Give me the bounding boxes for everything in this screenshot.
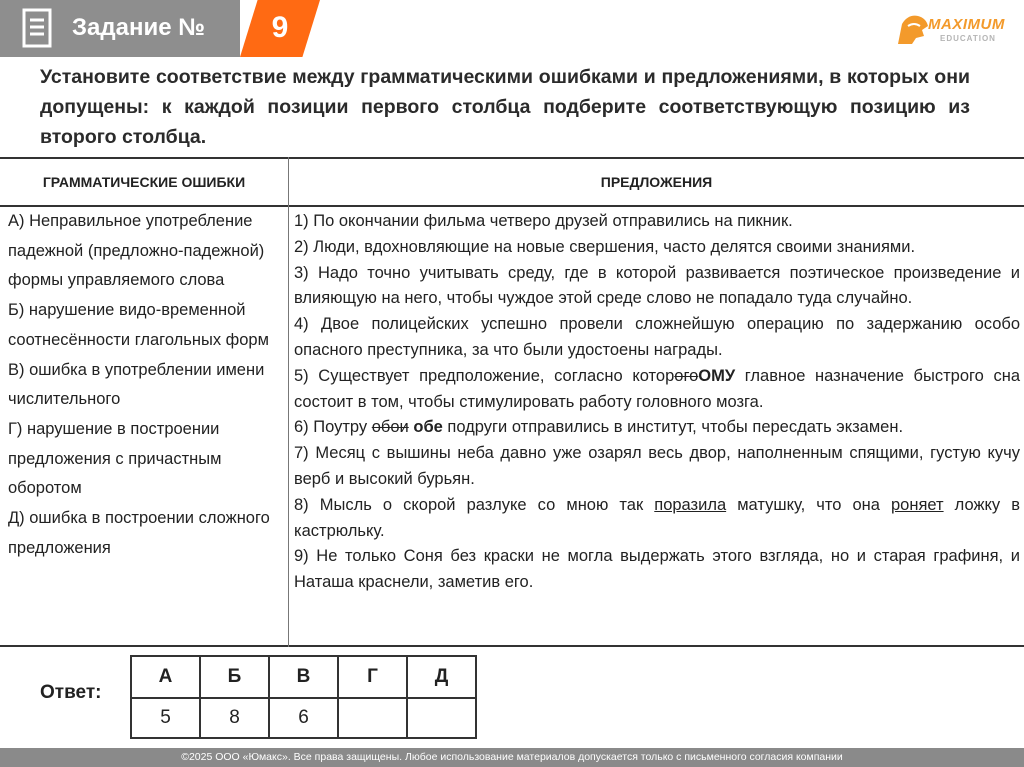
error-item-g: Г) нарушение в построении предложения с причастным оборотом <box>8 419 222 498</box>
brand-logo <box>894 10 1018 50</box>
answer-grid <box>130 655 477 739</box>
answer-cell-d[interactable] <box>407 698 476 738</box>
struck-word: обои <box>371 418 409 437</box>
error-item-d: Д) ошибка в построении сложного предложения <box>8 509 270 557</box>
corrected-word: обе <box>408 418 443 437</box>
answer-letter-b: Б <box>200 656 269 698</box>
task-number: 9 <box>271 11 289 44</box>
sentence-6 <box>294 415 1020 441</box>
sentence-9: 9) Не только Соня без краски не могла выдержать этого взгляда, но и старая графиня, и Наташа краснели, заметив его. <box>294 547 1020 592</box>
logo-text: MAXIMUM <box>928 16 1005 33</box>
answer-cell-g[interactable] <box>338 698 407 738</box>
answer-cell-v[interactable]: 6 <box>269 698 338 738</box>
table-bottom-border <box>0 645 1024 647</box>
answer-cell-b[interactable]: 8 <box>200 698 269 738</box>
sentence-8-end: ложку в кастрюльку. <box>294 495 1020 540</box>
copyright-footer: ©2025 ООО «Юмакс». Все права защищены. Любое использование материалов допускается только с письменного согласия компании <box>0 748 1024 767</box>
error-item-b: Б) нарушение видо-временной соотнесённости глагольных форм <box>8 301 269 349</box>
answer-label: Ответ: <box>40 682 102 703</box>
corrected-ending: ОМУ <box>698 366 736 385</box>
struck-ending: ого <box>674 366 699 385</box>
answer-cell-a[interactable]: 5 <box>131 698 200 738</box>
error-item-v: В) ошибка в употреблении имени числительного <box>8 360 265 409</box>
sentence-5-start: 5) Существует предположение, согласно котор <box>294 366 675 385</box>
column-divider <box>288 157 289 647</box>
errors-column-header: ГРАММАТИЧЕСКИЕ ОШИБКИ <box>42 174 246 190</box>
sentence-6-start: 6) Поутру <box>294 418 372 437</box>
sentence-3: 3) Надо точно учитывать среду, где в которой развивается поэтическое произведение и влияющую на него, чтобы чуждое этой среде слово не попадало туда случайно. <box>294 263 1020 308</box>
sentence-2: 2) Люди, вдохновляющие на новые свершения, часто делятся своими знаниями. <box>294 237 916 256</box>
sentence-5-end: главное назначение быстрого сна состоит в том, чтобы стимулировать работу головного мозга. <box>294 366 1020 411</box>
sentences-column-header: ПРЕДЛОЖЕНИЯ <box>600 174 713 190</box>
answer-letter-v: В <box>269 656 338 698</box>
task-instruction: Установите соответствие между грамматическими ошибками и предложениями, в которых они допущены: к каждой позиции первого столбца подберите соответствующую позицию из второго столбца. <box>40 66 970 148</box>
matching-table <box>0 157 1024 647</box>
sentence-8-start: 8) Мысль о скорой разлуке со мною так <box>294 495 655 514</box>
sentence-8-middle: матушку, что она <box>726 495 891 514</box>
sentence-4: 4) Двое полицейских успешно провели сложнейшую операцию по задержанию особо опасного преступника, за что были удостоены награды. <box>294 315 1020 359</box>
sentence-7: 7) Месяц с вышины неба давно уже озарял весь двор, наполненным спящими, густую кучу верб и высокий бурьян. <box>294 444 1020 488</box>
document-icon <box>22 8 52 48</box>
sentence-5 <box>294 364 1020 416</box>
sentence-6-end: подруги отправились в институт, чтобы пересдать экзамен. <box>442 418 904 437</box>
errors-list <box>8 207 278 563</box>
logo-subtext: EDUCATION <box>940 34 996 43</box>
answer-letter-g: Г <box>338 656 407 698</box>
answer-letter-d: Д <box>407 656 476 698</box>
underlined-verb-2: роняет <box>891 495 944 514</box>
underlined-verb-1: поразила <box>654 495 727 514</box>
task-label: Задание № <box>72 14 205 41</box>
sentence-1: 1) По окончании фильма четверо друзей отправились на пикник. <box>294 212 793 230</box>
sentences-list <box>294 209 1020 596</box>
sentence-8 <box>294 493 1020 545</box>
error-item-a: А) Неправильное употребление падежной (предложно-падежной) формы управляемого слова <box>8 212 265 290</box>
answer-letter-a: А <box>131 656 200 698</box>
